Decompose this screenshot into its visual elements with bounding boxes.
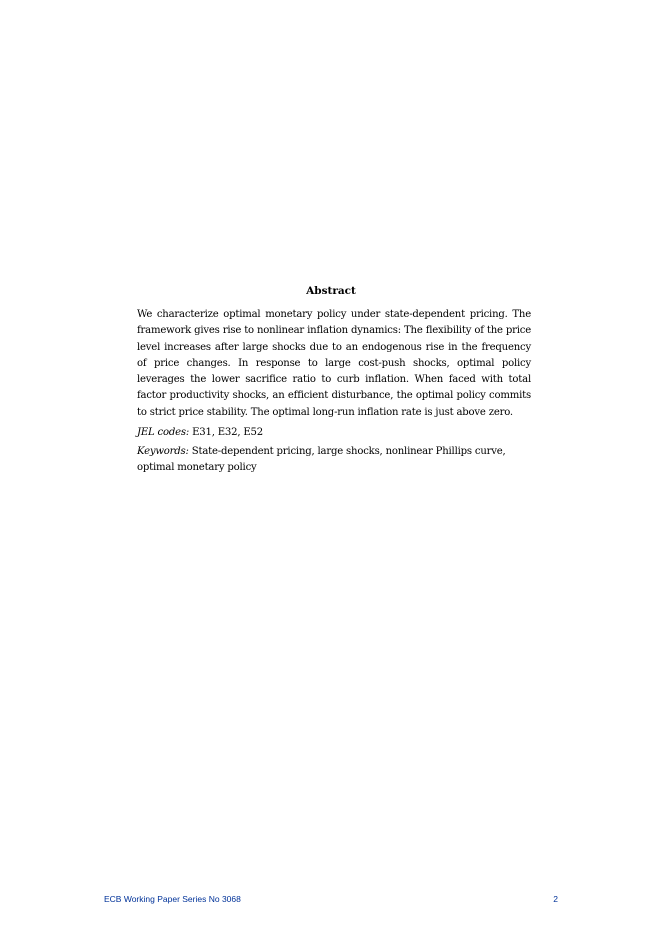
jel-codes-value: E31, E32, E52 (192, 427, 263, 438)
jel-codes (137, 425, 531, 441)
abstract-text: We characterize optimal monetary policy under state-dependent pricing. The framework gives rise to nonlinear inflation dynamics: The flexibility of the price level increases after large shocks due to an endogenous rise in the frequency of price changes. In response to large cost-push shocks, optimal policy leverages the lower sacrifice ratio to curb inflation. When faced with total factor productivity shocks, an efficient disturbance, the optimal policy commits to strict price stability. The optimal long-run inflation rate is just above zero. (137, 309, 531, 418)
jel-codes-label: JEL codes: (137, 427, 190, 438)
footer-series-title: ECB Working Paper Series No 3068 (104, 894, 241, 904)
keywords (137, 444, 531, 477)
footer-page-number: 2 (553, 894, 558, 904)
keywords-label: Keywords: (137, 446, 189, 457)
keywords-value: State-dependent pricing, large shocks, nonlinear Phillips curve, optimal monetary policy (137, 446, 506, 474)
abstract-heading: Abstract (306, 285, 356, 297)
